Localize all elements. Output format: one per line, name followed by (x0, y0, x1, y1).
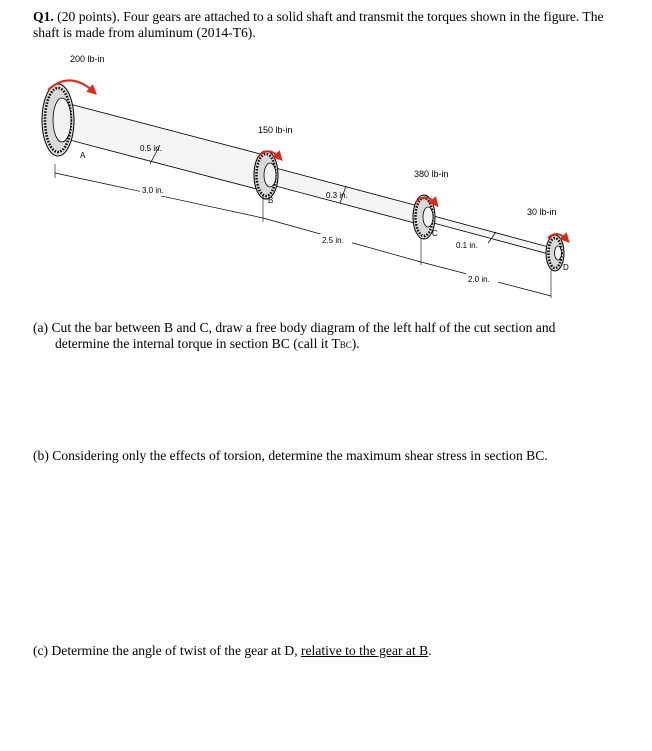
length-label-cd: 2.0 in. (468, 275, 490, 284)
gear-a (42, 84, 74, 156)
part-b-text: Considering only the effects of torsion, determine the maximum shear stress in section BC. (48, 448, 548, 463)
part-c-post: . (428, 643, 432, 658)
part-a-label: (a) (33, 320, 49, 335)
torque-label-d: 30 lb-in (527, 207, 557, 217)
part-b (33, 448, 633, 464)
part-a-line2-post: ). (351, 336, 360, 351)
length-label-bc: 2.5 in. (322, 236, 344, 245)
torque-label-a: 200 lb-in (70, 54, 105, 64)
gear-d (546, 235, 564, 271)
question-body: (20 points). Four gears are attached to a solid shaft and transmit the torques shown in the figure. The shaft is made from aluminum (2014-T6). (33, 9, 604, 40)
point-label-b: B (268, 196, 274, 205)
part-c-label: (c) (33, 643, 49, 658)
part-c-pre: Determine the angle of twist of the gear at D, (48, 643, 301, 658)
part-a-line1: Cut the bar between B and C, draw a free body diagram of the left half of the cut section and (48, 320, 556, 335)
part-b-label: (b) (33, 448, 49, 463)
point-label-d: D (563, 263, 569, 272)
point-label-c: C (432, 229, 438, 238)
part-a (33, 320, 633, 353)
shaft-figure (0, 0, 652, 310)
radius-label-bc: 0.3 in. (326, 191, 348, 200)
part-a-line2 (33, 336, 633, 353)
part-c (33, 643, 633, 659)
radius-label-ab: 0.5 in. (140, 144, 162, 153)
part-c-underlined: relative to the gear at B (301, 643, 429, 658)
part-a-subscript: BC (339, 340, 352, 350)
radius-label-cd: 0.1 in. (456, 241, 478, 250)
shaft-segment-cd (426, 214, 556, 256)
gear-b (254, 151, 278, 199)
length-label-ab: 3.0 in. (142, 186, 164, 195)
torque-label-b: 150 lb-in (258, 125, 293, 135)
torque-label-c: 380 lb-in (414, 169, 449, 179)
point-label-a: A (80, 151, 86, 160)
question-number: Q1. (33, 9, 54, 24)
part-a-line2-pre: determine the internal torque in section BC (call it T (55, 336, 340, 351)
